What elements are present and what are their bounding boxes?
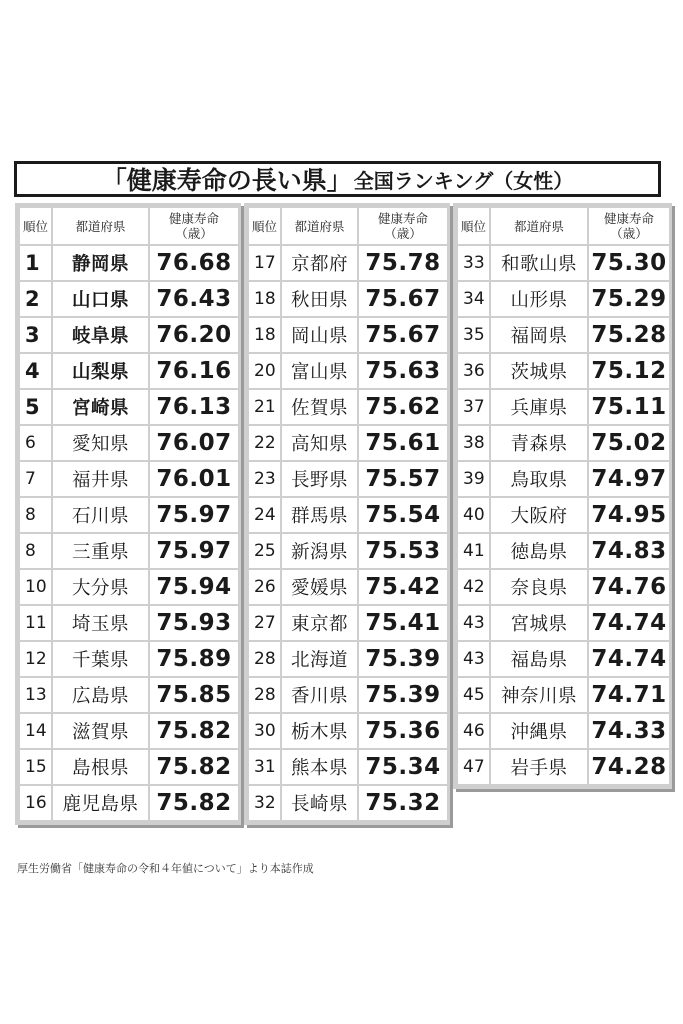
rank-cell: 6 [19,425,52,461]
table-row [457,497,670,533]
table-row [19,245,239,281]
rank-cell: 14 [19,713,52,749]
prefecture-cell: 鳥取県 [490,461,588,497]
value-cell: 75.11 [588,389,670,425]
prefecture-cell: 福島県 [490,641,588,677]
value-cell: 76.01 [149,461,239,497]
value-cell: 75.41 [358,605,448,641]
table-row [248,677,448,713]
table-row [457,245,670,281]
table-row [457,461,670,497]
prefecture-cell: 静岡県 [52,245,149,281]
table-row [248,281,448,317]
prefecture-cell: 大分県 [52,569,149,605]
rank-cell: 20 [248,353,281,389]
rank-cell: 4 [19,353,52,389]
rank-cell: 45 [457,677,490,713]
rank-cell: 28 [248,641,281,677]
value-cell: 75.67 [358,317,448,353]
rank-cell: 18 [248,317,281,353]
prefecture-cell: 沖縄県 [490,713,588,749]
ranking-table-3 [456,206,671,786]
prefecture-cell: 山形県 [490,281,588,317]
rank-cell: 10 [19,569,52,605]
value-cell: 74.97 [588,461,670,497]
value-cell: 75.67 [358,281,448,317]
table-row [248,353,448,389]
prefecture-cell: 京都府 [281,245,358,281]
rank-cell: 21 [248,389,281,425]
header-prefecture: 都道府県 [490,207,588,245]
table-header-row [457,207,670,245]
table-row [248,533,448,569]
rank-cell: 13 [19,677,52,713]
rank-cell: 28 [248,677,281,713]
rank-cell: 38 [457,425,490,461]
header-rank [19,207,52,245]
value-cell: 74.74 [588,605,670,641]
rank-cell: 34 [457,281,490,317]
value-cell: 75.54 [358,497,448,533]
value-cell: 75.97 [149,533,239,569]
table-row [457,281,670,317]
prefecture-cell: 福岡県 [490,317,588,353]
ranking-table-1 [18,206,240,822]
rank-cell: 30 [248,713,281,749]
value-cell: 75.78 [358,245,448,281]
prefecture-cell: 埼玉県 [52,605,149,641]
value-cell: 74.33 [588,713,670,749]
prefecture-cell: 奈良県 [490,569,588,605]
prefecture-cell: 富山県 [281,353,358,389]
header-value-line1: 健康寿命 [377,211,428,226]
table-row [19,641,239,677]
value-cell: 75.32 [358,785,448,821]
value-cell: 74.71 [588,677,670,713]
ranking-column-2 [244,203,450,825]
rank-cell: 26 [248,569,281,605]
value-cell: 74.83 [588,533,670,569]
rank-cell: 17 [248,245,281,281]
prefecture-cell: 大阪府 [490,497,588,533]
table-row [457,677,670,713]
value-cell: 75.39 [358,677,448,713]
table-row [19,317,239,353]
prefecture-cell: 佐賀県 [281,389,358,425]
value-cell: 75.63 [358,353,448,389]
prefecture-cell: 鹿児島県 [52,785,149,821]
value-cell: 75.29 [588,281,670,317]
rank-cell: 43 [457,605,490,641]
header-rank [457,207,490,245]
rank-cell: 1 [19,245,52,281]
value-cell: 75.61 [358,425,448,461]
table-row [19,749,239,785]
table-row [19,461,239,497]
table-row [19,713,239,749]
table-row [19,785,239,821]
rank-cell: 15 [19,749,52,785]
table-row [19,497,239,533]
prefecture-cell: 山梨県 [52,353,149,389]
value-cell: 75.89 [149,641,239,677]
header-value-line2: （歳） [384,226,422,241]
table-row [19,353,239,389]
table-row [457,425,670,461]
prefecture-cell: 香川県 [281,677,358,713]
prefecture-cell: 滋賀県 [52,713,149,749]
rank-cell: 27 [248,605,281,641]
header-value-line2: （歳） [610,226,648,241]
header-value-line1: 健康寿命 [603,211,654,226]
source-footnote: 厚生労働省「健康寿命の令和４年値について」より本誌作成 [17,862,314,875]
value-cell: 75.39 [358,641,448,677]
rank-cell: 22 [248,425,281,461]
table-row [19,425,239,461]
value-cell: 74.28 [588,749,670,785]
rank-cell: 47 [457,749,490,785]
ranking-table-2 [247,206,449,822]
rank-cell: 8 [19,533,52,569]
header-value [149,207,239,245]
table-row [457,389,670,425]
table-row [19,281,239,317]
value-cell: 75.97 [149,497,239,533]
rank-cell: 37 [457,389,490,425]
header-rank-label: 順位 [251,218,277,234]
prefecture-cell: 福井県 [52,461,149,497]
table-row [248,749,448,785]
prefecture-cell: 青森県 [490,425,588,461]
value-cell: 75.82 [149,749,239,785]
table-row [457,749,670,785]
value-cell: 76.43 [149,281,239,317]
value-cell: 74.74 [588,641,670,677]
rank-cell: 12 [19,641,52,677]
rank-cell: 25 [248,533,281,569]
value-cell: 76.16 [149,353,239,389]
prefecture-cell: 群馬県 [281,497,358,533]
table-row [248,425,448,461]
rank-cell: 16 [19,785,52,821]
value-cell: 75.93 [149,605,239,641]
header-rank-label: 順位 [460,218,486,234]
rank-cell: 36 [457,353,490,389]
ranking-column-1 [15,203,241,825]
table-row [19,389,239,425]
table-row [457,713,670,749]
header-value-line1: 健康寿命 [168,211,219,226]
prefecture-cell: 三重県 [52,533,149,569]
prefecture-cell: 徳島県 [490,533,588,569]
prefecture-cell: 愛媛県 [281,569,358,605]
prefecture-cell: 秋田県 [281,281,358,317]
prefecture-cell: 宮崎県 [52,389,149,425]
header-rank-label: 順位 [22,218,48,234]
prefecture-cell: 千葉県 [52,641,149,677]
prefecture-cell: 山口県 [52,281,149,317]
value-cell: 75.42 [358,569,448,605]
rank-cell: 41 [457,533,490,569]
prefecture-cell: 宮城県 [490,605,588,641]
header-value [358,207,448,245]
value-cell: 76.13 [149,389,239,425]
table-row [248,317,448,353]
prefecture-cell: 新潟県 [281,533,358,569]
prefecture-cell: 広島県 [52,677,149,713]
prefecture-cell: 東京都 [281,605,358,641]
prefecture-cell: 岡山県 [281,317,358,353]
table-row [19,533,239,569]
table-row [248,569,448,605]
header-rank [248,207,281,245]
prefecture-cell: 島根県 [52,749,149,785]
rank-cell: 8 [19,497,52,533]
rank-cell: 42 [457,569,490,605]
table-row [19,605,239,641]
table-row [248,641,448,677]
value-cell: 74.95 [588,497,670,533]
table-row [19,677,239,713]
value-cell: 76.68 [149,245,239,281]
header-prefecture: 都道府県 [52,207,149,245]
table-row [248,785,448,821]
rank-cell: 31 [248,749,281,785]
prefecture-cell: 兵庫県 [490,389,588,425]
value-cell: 75.34 [358,749,448,785]
rank-cell: 39 [457,461,490,497]
prefecture-cell: 岩手県 [490,749,588,785]
rank-cell: 3 [19,317,52,353]
table-header-row [248,207,448,245]
rank-cell: 2 [19,281,52,317]
table-row [248,389,448,425]
title-main: 「健康寿命の長い県」 [101,166,352,195]
value-cell: 75.85 [149,677,239,713]
prefecture-cell: 熊本県 [281,749,358,785]
prefecture-cell: 北海道 [281,641,358,677]
value-cell: 75.57 [358,461,448,497]
prefecture-cell: 神奈川県 [490,677,588,713]
value-cell: 75.36 [358,713,448,749]
value-cell: 75.30 [588,245,670,281]
prefecture-cell: 岐阜県 [52,317,149,353]
prefecture-cell: 高知県 [281,425,358,461]
table-row [457,605,670,641]
table-row [248,245,448,281]
table-row [457,353,670,389]
prefecture-cell: 長崎県 [281,785,358,821]
rank-cell: 23 [248,461,281,497]
title-sub: 全国ランキング（女性） [353,168,574,193]
value-cell: 75.53 [358,533,448,569]
rank-cell: 35 [457,317,490,353]
table-row [457,569,670,605]
value-cell: 74.76 [588,569,670,605]
value-cell: 75.82 [149,785,239,821]
value-cell: 75.62 [358,389,448,425]
header-value-line2: （歳） [175,226,213,241]
prefecture-cell: 愛知県 [52,425,149,461]
ranking-title [14,161,661,197]
table-row [248,713,448,749]
rank-cell: 18 [248,281,281,317]
rank-cell: 43 [457,641,490,677]
table-row [457,641,670,677]
prefecture-cell: 茨城県 [490,353,588,389]
rank-cell: 11 [19,605,52,641]
rank-cell: 33 [457,245,490,281]
value-cell: 76.20 [149,317,239,353]
value-cell: 75.82 [149,713,239,749]
rank-cell: 5 [19,389,52,425]
value-cell: 75.28 [588,317,670,353]
prefecture-cell: 栃木県 [281,713,358,749]
rank-cell: 32 [248,785,281,821]
rank-cell: 40 [457,497,490,533]
value-cell: 75.12 [588,353,670,389]
rank-cell: 24 [248,497,281,533]
rank-cell: 46 [457,713,490,749]
rank-cell: 7 [19,461,52,497]
prefecture-cell: 石川県 [52,497,149,533]
header-value [588,207,670,245]
table-row [248,461,448,497]
table-row [248,605,448,641]
table-row [248,497,448,533]
header-prefecture: 都道府県 [281,207,358,245]
table-header-row [19,207,239,245]
table-row [19,569,239,605]
value-cell: 75.02 [588,425,670,461]
value-cell: 76.07 [149,425,239,461]
table-row [457,317,670,353]
prefecture-cell: 和歌山県 [490,245,588,281]
ranking-column-3 [453,203,672,789]
value-cell: 75.94 [149,569,239,605]
prefecture-cell: 長野県 [281,461,358,497]
table-row [457,533,670,569]
